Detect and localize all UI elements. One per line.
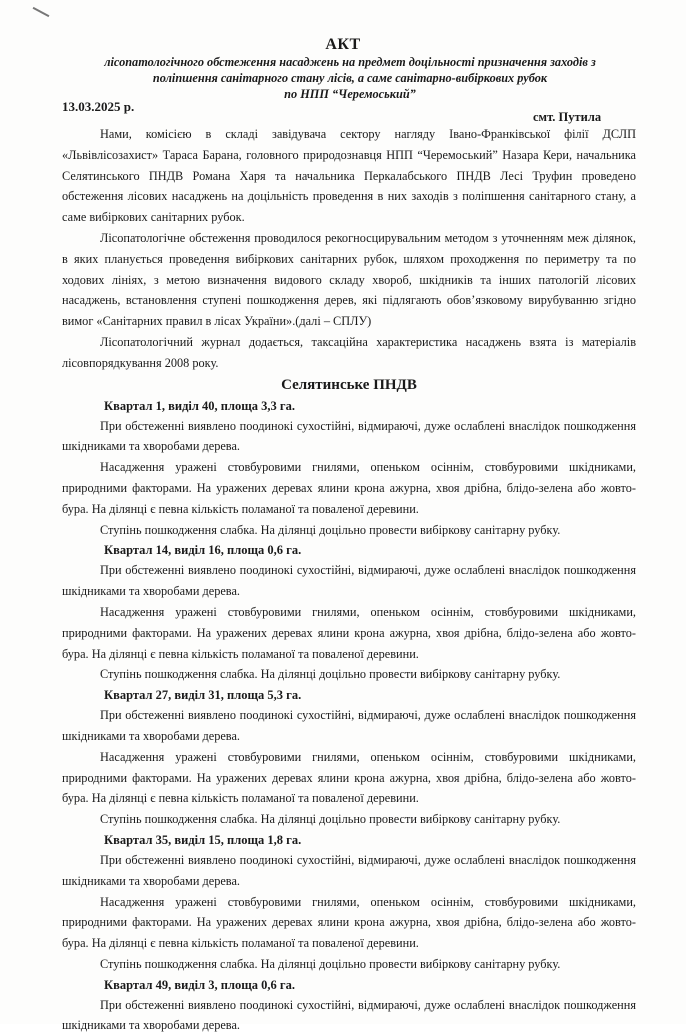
quarter-heading: Квартал 27, виділ 31, площа 5,3 га.: [104, 688, 302, 703]
document-title: АКТ: [325, 36, 361, 53]
document-place: смт. Путила: [533, 110, 602, 124]
intro-paragraph: Нами, комісією в складі завідувача сектору нагляду Івано-Франківської філії ДСЛП «Львівлісозахист» Тараса Барана, головного природознавця НПП “Черемоський” Назара Кери, начальника Селятинського ПНДВ Романа Харя та начальника Перкалабського ПНДВ Лесі Труфин проведено обстеження лісових насаджень на доцільність проведення в них заходів з поліпшення санітарного стану, а саме вибіркових санітарних рубок.: [62, 127, 636, 225]
quarter-heading: Квартал 14, виділ 16, площа 0,6 га.: [104, 543, 302, 558]
subtitle-line: лісопатологічного обстеження насаджень на предмет доцільності призначення заходів з: [104, 55, 596, 69]
quarter-paragraph: Насадження уражені стовбуровими гнилями, опеньком осіннім, стовбуровими шкідниками, природними факторами. На уражених деревах ялини крона ажурна, хвоя дрібна, блідо-зелена або жовто-бура. На ділянці є певна кількість поламаної та поваленої деревини.: [62, 749, 636, 806]
quarter-heading: Квартал 35, виділ 15, площа 1,8 га.: [104, 832, 302, 847]
document-subtitle: [70, 54, 630, 102]
subtitle-line: по НПП “Черемоський”: [284, 87, 416, 101]
quarter-paragraph: Ступінь пошкодження слабка. На ділянці доцільно провести вибіркову санітарну рубку.: [100, 812, 561, 827]
intro-paragraph: Лісопатологічне обстеження проводилося рекогносцирувальним методом з уточненням меж ділянок, в яких планується проведення вибіркових санітарних рубок, шляхом проходження по периметру та по ходових лініях, з метою визначення видового складу хвороб, шкідників та інших патологій лісових насаджень, встановлення ступені пошкодження дерев, які підлягають обов’язковому вирубуванню згідно вимог «Санітарних правил в лісах України».(далі – СПЛУ): [62, 230, 636, 329]
quarter-paragraph: Насадження уражені стовбуровими гнилями, опеньком осіннім, стовбуровими шкідниками, природними факторами. На уражених деревах ялини крона ажурна, хвоя дрібна, блідо-зелена або жовто-бура. На ділянці є певна кількість поламаної та поваленої деревини.: [62, 460, 636, 516]
quarter-paragraph: Насадження уражені стовбуровими гнилями, опеньком осіннім, стовбуровими шкідниками, природними факторами. На уражених деревах ялини крона ажурна, хвоя дрібна, блідо-зелена або жовто-бура. На ділянці є певна кількість поламаної та поваленої деревини.: [62, 604, 636, 661]
scan-mark: [33, 7, 50, 17]
document-body: [62, 124, 636, 1036]
section-title: Селятинське ПНДВ: [281, 376, 417, 393]
quarter-paragraph: При обстеженні виявлено поодинокі сухостійні, відмираючі, дуже ослаблені внаслідок пошкодження шкідниками та хворобами дерева.: [62, 563, 636, 599]
quarter-paragraph: При обстеженні виявлено поодинокі сухостійні, відмираючі, дуже ослаблені внаслідок пошкодження шкідниками та хворобами дерева.: [62, 418, 636, 454]
quarter-paragraph: Насадження уражені стовбуровими гнилями, опеньком осіннім, стовбуровими шкідниками, природними факторами. На уражених деревах ялини крона ажурна, хвоя дрібна, блідо-зелена або жовто-бура. На ділянці є певна кількість поламаної та поваленої деревини.: [62, 894, 636, 951]
subtitle-line: поліпшення санітарного стану лісів, а саме санітарно-вибіркових рубок: [152, 71, 548, 85]
quarter-heading: Квартал 1, виділ 40, площа 3,3 га.: [104, 398, 295, 413]
quarter-paragraph: При обстеженні виявлено поодинокі сухостійні, відмираючі, дуже ослаблені внаслідок пошкодження шкідниками та хворобами дерева.: [62, 708, 636, 743]
quarter-paragraph: Ступінь пошкодження слабка. На ділянці доцільно провести вибіркову санітарну рубку.: [100, 522, 561, 537]
quarter-paragraph: Ступінь пошкодження слабка. На ділянці доцільно провести вибіркову санітарну рубку.: [100, 667, 561, 682]
document-date: 13.03.2025 р.: [62, 99, 135, 114]
intro-paragraph: Лісопатологічний журнал додається, таксаційна характеристика насаджень взята із матеріалів лісовпорядкування 2008 року.: [62, 334, 636, 370]
quarter-paragraph: Ступінь пошкодження слабка. На ділянці доцільно провести вибіркову санітарну рубку.: [100, 956, 561, 971]
quarter-heading: Квартал 49, виділ 3, площа 0,6 га.: [104, 977, 295, 992]
quarter-paragraph: При обстеженні виявлено поодинокі сухостійні, відмираючі, дуже ослаблені внаслідок пошкодження шкідниками та хворобами дерева.: [62, 852, 636, 888]
quarter-paragraph: При обстеженні виявлено поодинокі сухостійні, відмираючі, дуже ослаблені внаслідок пошкодження шкідниками та хворобами дерева.: [62, 997, 636, 1033]
